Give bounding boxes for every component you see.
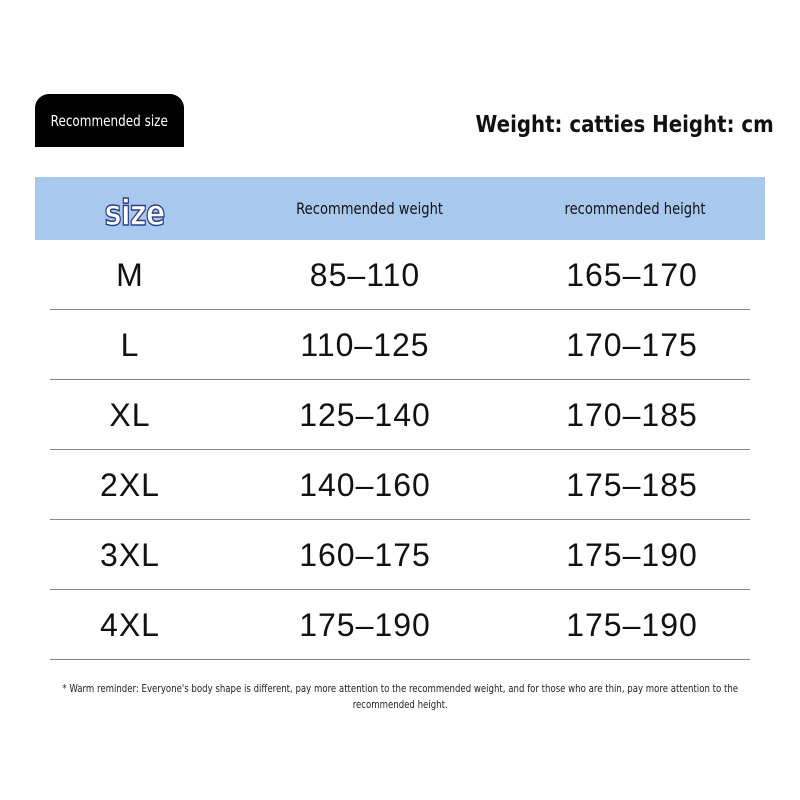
units-label: Weight: catties Height: cm	[475, 112, 774, 138]
table-row	[50, 450, 750, 520]
weight-cell: 175–190	[299, 606, 431, 643]
table-header	[35, 177, 765, 240]
table-row	[50, 310, 750, 380]
weight-cell: 125–140	[299, 396, 431, 433]
weight-cell: 85–110	[309, 256, 421, 293]
size-cell: XL	[109, 396, 151, 433]
warm-reminder-note	[60, 681, 740, 713]
recommended-size-badge	[35, 94, 184, 147]
header-size-label: size	[104, 193, 166, 234]
size-cell: 3XL	[100, 536, 160, 573]
size-cell: 4XL	[100, 606, 160, 643]
height-cell: 175–190	[566, 536, 698, 573]
table-row	[50, 380, 750, 450]
warm-reminder-text: * Warm reminder: Everyone's body shape is different, pay more attention to the recommended weight, and for those who are thin, pay more attention to the recommended height.	[62, 682, 738, 711]
size-cell: L	[120, 326, 140, 363]
weight-cell: 110–125	[300, 326, 430, 363]
badge-label: Recommended size	[50, 111, 169, 130]
header-weight	[270, 177, 470, 240]
height-cell: 175–190	[566, 606, 698, 643]
height-cell: 175–185	[566, 466, 698, 503]
header-weight-label: Recommended weight	[296, 199, 444, 218]
table-row	[50, 520, 750, 590]
size-cell: 2XL	[100, 466, 160, 503]
weight-cell: 160–175	[299, 536, 431, 573]
table-row	[50, 240, 750, 310]
height-cell: 165–170	[566, 256, 698, 293]
header-height	[535, 177, 735, 240]
header-size	[75, 177, 195, 240]
size-table-body	[50, 240, 750, 660]
size-cell: M	[116, 256, 144, 293]
table-row	[50, 590, 750, 660]
weight-cell: 140–160	[299, 466, 431, 503]
height-cell: 170–175	[566, 326, 698, 363]
header-height-label: recommended height	[564, 199, 706, 218]
height-cell: 170–185	[566, 396, 698, 433]
